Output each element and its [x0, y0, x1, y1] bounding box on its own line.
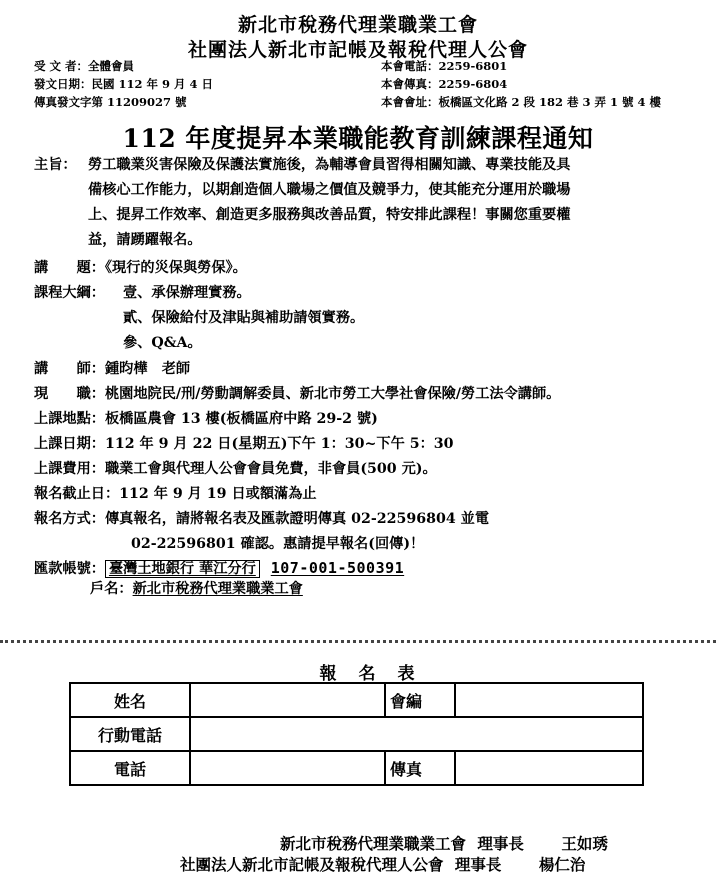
- subject-line: 勞工職業災害保險及保護法實施後，為輔導會員習得相關知識、專業技能及具: [88, 157, 571, 173]
- method-line-2: 02-22596801 確認。惠請提早報名(回傳)！: [131, 536, 425, 552]
- venue-value: 板橋區農會 13 樓(板橋區府中路 29-2 號): [104, 411, 378, 427]
- outline-label: 課程大綱：: [34, 285, 105, 301]
- signature-2: [180, 854, 585, 875]
- mobile-label: 行動電話: [70, 717, 190, 751]
- topic-value: 《現行的災保與勞保》。: [104, 260, 247, 276]
- signature-org: 新北市稅務代理業職業工會: [280, 834, 467, 853]
- fax-label: 傳真: [385, 751, 455, 785]
- phone-input-cell[interactable]: [190, 751, 385, 785]
- office-phone: 本會電話：2259-6801: [381, 59, 508, 73]
- holder-label: 戶名：: [90, 581, 133, 597]
- signature-1: [280, 833, 608, 854]
- outline-item: 參、Q&A。: [123, 335, 202, 351]
- org-title-2: 社團法人新北市記帳及報稅代理人公會: [187, 39, 528, 61]
- venue-label: 上課地點：: [34, 411, 105, 427]
- deadline-row: [34, 482, 317, 507]
- position-label: 現 職：: [34, 386, 105, 402]
- outline-list: [123, 281, 364, 356]
- member-no-input-cell[interactable]: [455, 683, 643, 717]
- deadline-label: 報名截止日：: [34, 486, 120, 502]
- method-label: 報名方式：: [34, 511, 105, 527]
- phone-label: 電話: [70, 751, 190, 785]
- signature-name: 王如琇: [561, 834, 608, 853]
- issue-date: 發文日期：民國 112 年 9 月 4 日: [34, 77, 214, 91]
- deadline-value: 112 年 9 月 19 日或額滿為止: [119, 486, 317, 502]
- holder-row: [90, 577, 303, 602]
- fee-label: 上課費用：: [34, 461, 105, 477]
- topic-label: 講 題：: [34, 260, 105, 276]
- lecturer-label: 講 師：: [34, 361, 105, 377]
- position-row: [34, 382, 560, 407]
- doc-number: 傳真發文字第 11209027 號: [34, 95, 187, 109]
- bank-name: 臺灣土地銀行 華江分行: [105, 560, 260, 578]
- registration-table: [69, 682, 644, 786]
- topic-row: [34, 256, 247, 281]
- account-number: 107-001-500391: [270, 559, 405, 577]
- cut-line: [0, 640, 716, 643]
- signature-org: 社團法人新北市記帳及報稅代理人公會: [180, 855, 444, 874]
- class-date-value: 112 年 9 月 22 日(星期五)下午 1：30~下午 5：30: [104, 436, 454, 452]
- subject-label: 主旨：: [34, 157, 77, 173]
- table-row: [70, 751, 643, 785]
- signature-name: 楊仁治: [538, 855, 586, 874]
- outline-item: 壹、承保辦理實務。: [123, 285, 251, 301]
- org-title-1: 新北市稅務代理業職業工會: [237, 14, 478, 36]
- member-no-label: 會編: [385, 683, 455, 717]
- form-title: 報名表: [319, 664, 437, 684]
- outline-item: 貳、保險給付及津貼與補助請領實務。: [123, 310, 365, 326]
- fee-row: [34, 457, 437, 482]
- table-row: [70, 717, 643, 751]
- method-row: [34, 507, 489, 532]
- recipient: 受 文 者：全體會員: [34, 59, 135, 73]
- class-date-row: [34, 432, 454, 457]
- fax-input-cell[interactable]: [455, 751, 643, 785]
- subject-line: 備核心工作能力，以期創造個人職場之價值及競爭力，使其能充分運用於職場: [88, 182, 571, 198]
- meta-left: [34, 57, 213, 111]
- meta-right: [381, 57, 661, 111]
- office-fax: 本會傳真：2259-6804: [381, 77, 508, 91]
- holder-name: 新北市稅務代理業職業工會: [132, 581, 303, 597]
- subject-line: 上、提昇工作效率、創造更多服務與改善品質，特安排此課程！事關您重要權: [88, 207, 571, 223]
- signature-role: 理事長: [454, 855, 502, 874]
- name-input-cell[interactable]: [190, 683, 385, 717]
- fee-value: 職業工會與代理人公會會員免費，非會員(500 元)。: [104, 461, 437, 477]
- account-label: 匯款帳號：: [34, 561, 105, 577]
- subject-body: [88, 153, 570, 253]
- name-label: 姓名: [70, 683, 190, 717]
- subject-line: 益，請踴躍報名。: [88, 232, 202, 248]
- mobile-input-cell[interactable]: [190, 717, 643, 751]
- notice-title: 112 年度提昇本業職能教育訓練課程通知: [122, 124, 594, 153]
- table-row: [70, 683, 643, 717]
- lecturer-row: [34, 357, 190, 382]
- lecturer-value: 鍾昀樺 老師: [104, 361, 191, 377]
- signature-role: 理事長: [477, 834, 524, 853]
- class-date-label: 上課日期：: [34, 436, 105, 452]
- office-address: 本會會址：板橋區文化路 2 段 182 巷 3 弄 1 號 4 樓: [381, 95, 662, 109]
- method-line-1: 傳真報名，請將報名表及匯款證明傳真 02-22596804 並電: [104, 511, 490, 527]
- position-value: 桃園地院民/刑/勞動調解委員、新北市勞工大學社會保險/勞工法令講師。: [104, 386, 561, 402]
- venue-row: [34, 407, 378, 432]
